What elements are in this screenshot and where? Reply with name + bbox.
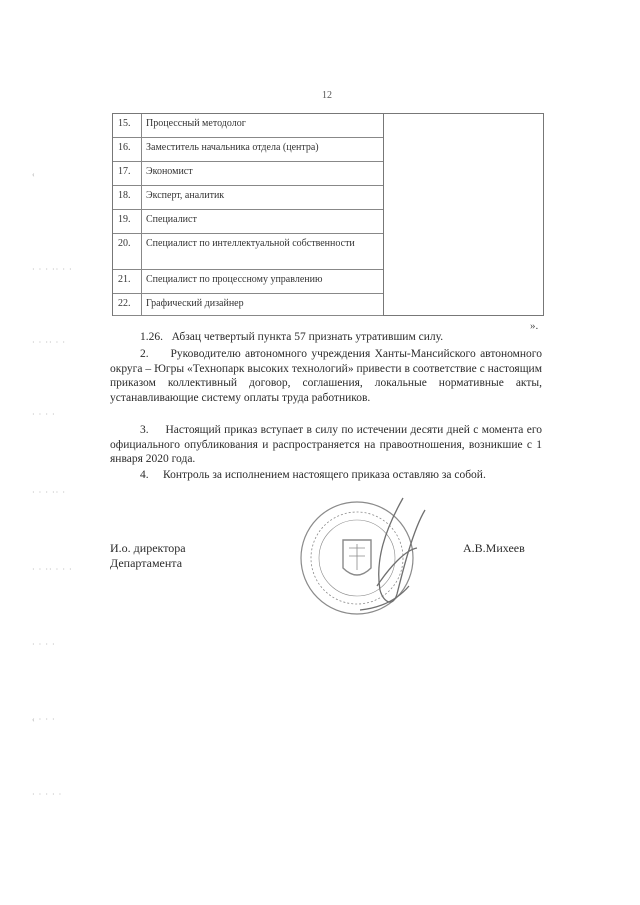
paragraph-text: Абзац четвертый пункта 57 признать утратившим силу. [171,331,444,343]
row-position-name: Специалист [146,214,197,225]
paragraph-text: Руководителю автономного учреждения Ханты-Мансийского автономного округа – Югры «Технопарк высоких технологий» привести в соответствие с настоящим приказом коллективный договор, соглашения, локальные нормативные акты, устанавливающие систему оплаты труда работников. [110,348,542,404]
page-number: 12 [322,90,332,101]
paragraph-number: 4. [140,469,149,481]
row-position-name: Экономист [146,166,193,177]
signatory-position-line1: И.о. директора [110,541,186,555]
row-position-name: Процессный методолог [146,118,246,129]
table-row [113,186,383,210]
table-row [113,210,383,234]
row-position-name: Графический дизайнер [146,298,244,309]
row-number: 18. [113,186,142,209]
signatory-position-line2: Департамента [110,556,183,570]
paragraph-number: 3. [140,424,149,436]
paragraph-number: 2. [140,348,149,360]
table-row [113,234,383,270]
closing-quote: ». [530,320,539,332]
row-position-name: Эксперт, аналитик [146,190,225,201]
positions-table [112,113,544,316]
row-number: 21. [113,270,142,293]
paragraph-text: Контроль за исполнением настоящего приказа оставляю за собой. [163,469,486,481]
signatory-name: А.В.Михеев [463,541,525,555]
paragraph-1-26 [110,330,542,345]
paragraph-number: 1.26. [140,331,163,343]
row-number: 20. [113,234,142,269]
row-number: 16. [113,138,142,161]
table-row [113,138,383,162]
row-number: 17. [113,162,142,185]
row-number: 15. [113,114,142,137]
signatory-position [110,541,186,571]
row-number: 22. [113,294,142,315]
table-row [113,294,383,316]
paragraph-4 [110,468,542,483]
table-row [113,114,383,138]
paragraph-3 [110,423,542,467]
paragraph-text: Настоящий приказ вступает в силу по истечении десяти дней с момента его официального опубликования и распространяется на правоотношения, возникшие с 1 января 2020 года. [110,424,542,465]
table-row [113,162,383,186]
row-position-name: Заместитель начальника отдела (центра) [146,142,319,153]
official-seal-icon [285,490,435,620]
table-row [113,270,383,294]
row-position-name: Специалист по интеллектуальной собственности [146,238,355,249]
row-number: 19. [113,210,142,233]
row-position-name: Специалист по процессному управлению [146,274,323,285]
paragraph-2 [110,347,542,405]
table-empty-cell [383,113,545,316]
